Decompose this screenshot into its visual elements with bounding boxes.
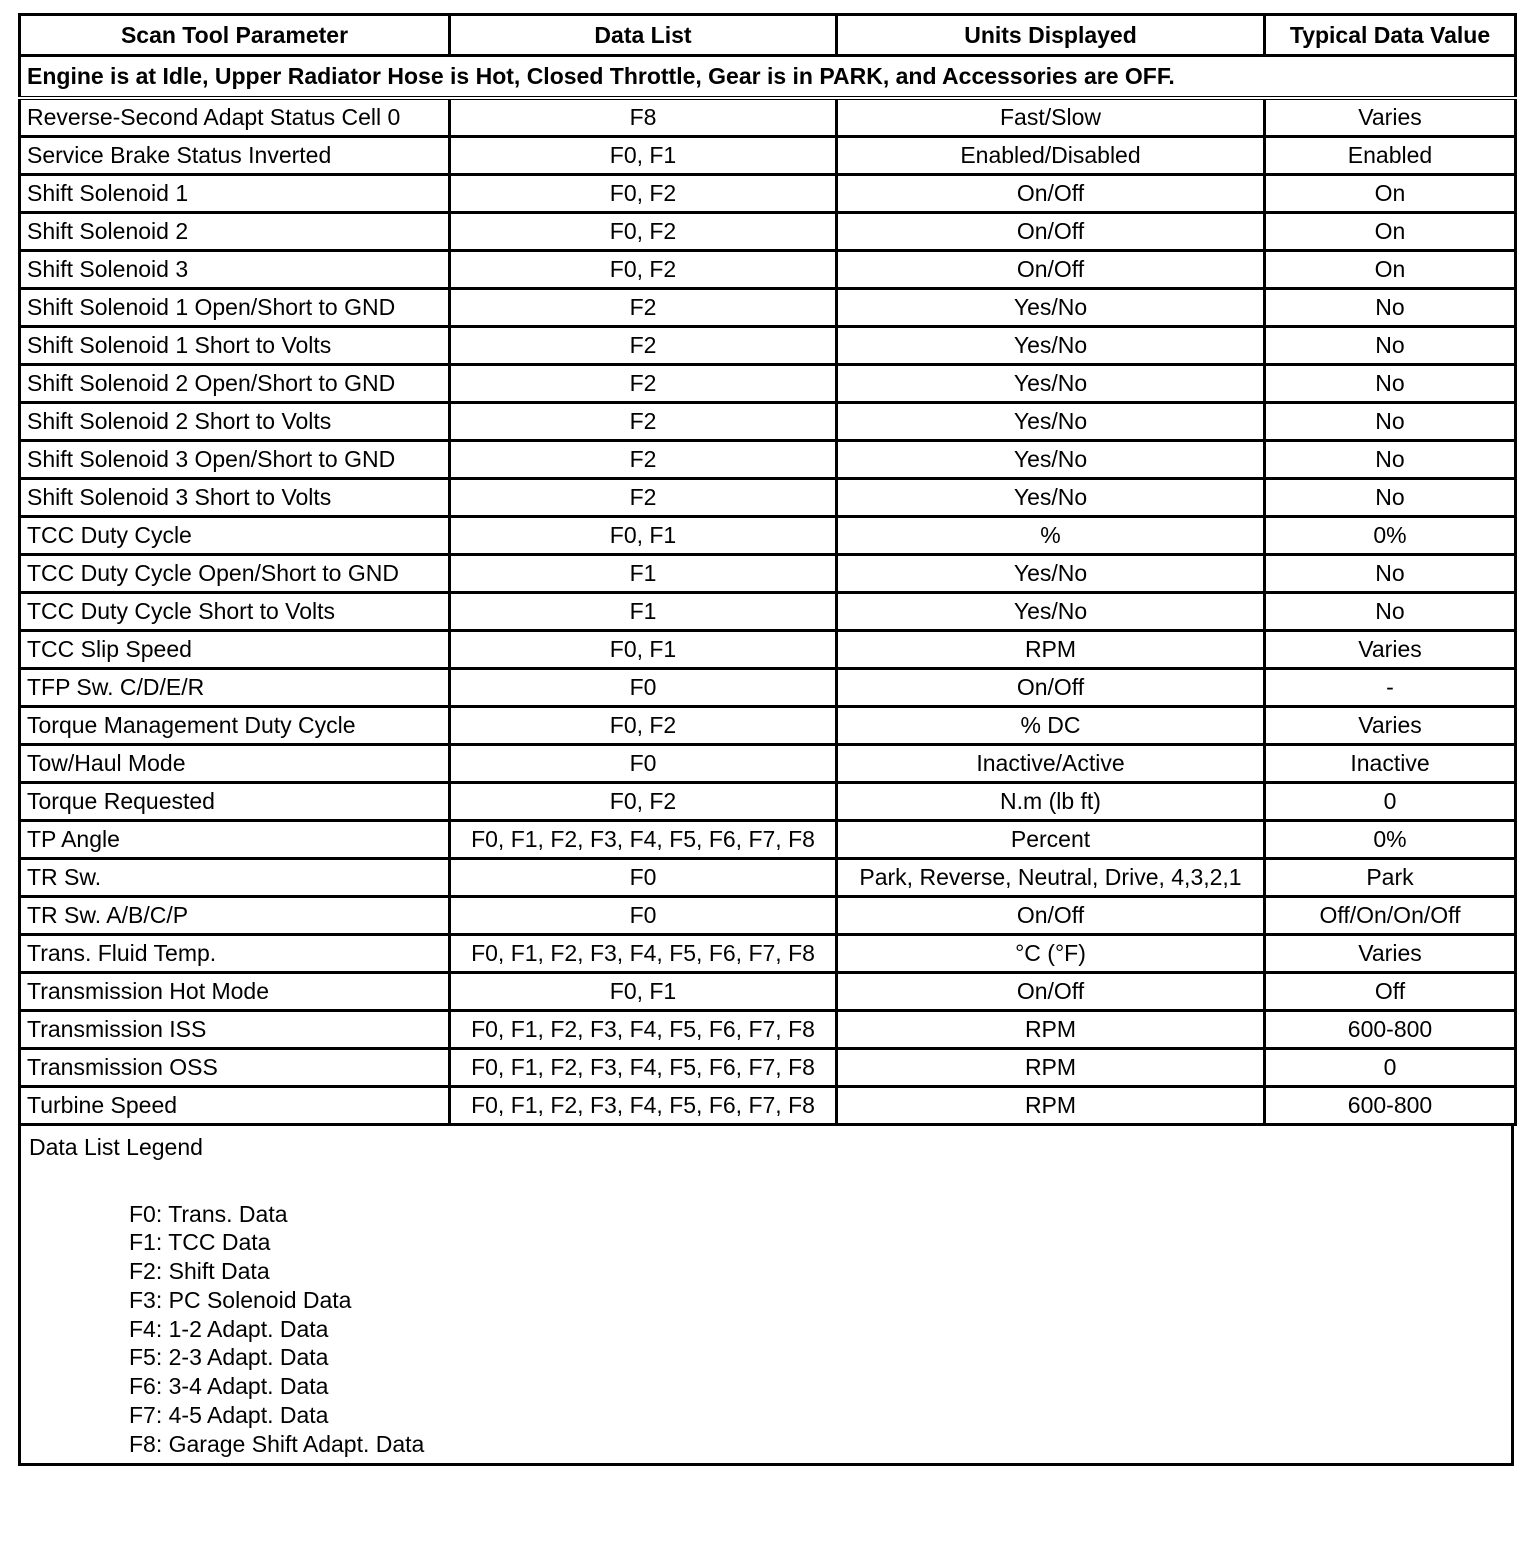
- units-cell: Yes/No: [837, 326, 1265, 364]
- data-list-cell: F0: [450, 896, 837, 934]
- units-cell: On/Off: [837, 250, 1265, 288]
- param-cell: Transmission ISS: [20, 1010, 450, 1048]
- data-list-cell: F8: [450, 98, 837, 137]
- param-cell: Turbine Speed: [20, 1086, 450, 1124]
- units-cell: Percent: [837, 820, 1265, 858]
- table-row: [20, 668, 1516, 706]
- typical-value-cell: No: [1265, 554, 1516, 592]
- table-row: [20, 136, 1516, 174]
- scan-tool-data-sheet: [18, 13, 1514, 1466]
- data-list-cell: F0, F2: [450, 706, 837, 744]
- units-cell: Yes/No: [837, 402, 1265, 440]
- header-typical-data-value: Typical Data Value: [1265, 15, 1516, 56]
- param-cell: Tow/Haul Mode: [20, 744, 450, 782]
- legend-item: F4: 1-2 Adapt. Data: [129, 1315, 329, 1342]
- param-cell: Shift Solenoid 2 Open/Short to GND: [20, 364, 450, 402]
- typical-value-cell: No: [1265, 402, 1516, 440]
- typical-value-cell: Park: [1265, 858, 1516, 896]
- units-cell: RPM: [837, 1086, 1265, 1124]
- param-cell: Service Brake Status Inverted: [20, 136, 450, 174]
- typical-value-cell: -: [1265, 668, 1516, 706]
- data-list-cell: F2: [450, 326, 837, 364]
- units-cell: On/Off: [837, 668, 1265, 706]
- test-condition-row: [20, 56, 1516, 98]
- param-cell: Shift Solenoid 1 Open/Short to GND: [20, 288, 450, 326]
- typical-value-cell: 0%: [1265, 516, 1516, 554]
- data-list-cell: F0: [450, 744, 837, 782]
- data-list-cell: F0, F1: [450, 516, 837, 554]
- typical-value-cell: No: [1265, 592, 1516, 630]
- param-cell: TP Angle: [20, 820, 450, 858]
- legend-item: F3: PC Solenoid Data: [129, 1286, 352, 1313]
- typical-value-cell: Off/On/On/Off: [1265, 896, 1516, 934]
- table-row: [20, 98, 1516, 137]
- table-row: [20, 630, 1516, 668]
- param-cell: Reverse-Second Adapt Status Cell 0: [20, 98, 450, 137]
- legend-item: F7: 4-5 Adapt. Data: [129, 1402, 329, 1429]
- param-cell: TR Sw.: [20, 858, 450, 896]
- table-row: [20, 1010, 1516, 1048]
- data-list-cell: F0, F1, F2, F3, F4, F5, F6, F7, F8: [450, 1086, 837, 1124]
- units-cell: On/Off: [837, 212, 1265, 250]
- typical-value-cell: Off: [1265, 972, 1516, 1010]
- data-list-cell: F2: [450, 288, 837, 326]
- typical-value-cell: On: [1265, 250, 1516, 288]
- data-list-cell: F0, F1: [450, 630, 837, 668]
- header-data-list: Data List: [450, 15, 837, 56]
- units-cell: Park, Reverse, Neutral, Drive, 4,3,2,1: [837, 858, 1265, 896]
- units-cell: N.m (lb ft): [837, 782, 1265, 820]
- units-cell: RPM: [837, 630, 1265, 668]
- units-cell: On/Off: [837, 896, 1265, 934]
- param-cell: Torque Requested: [20, 782, 450, 820]
- typical-value-cell: Varies: [1265, 630, 1516, 668]
- typical-value-cell: Enabled: [1265, 136, 1516, 174]
- units-cell: Yes/No: [837, 554, 1265, 592]
- units-cell: On/Off: [837, 174, 1265, 212]
- data-list-cell: F0, F1: [450, 136, 837, 174]
- test-condition-text: Engine is at Idle, Upper Radiator Hose is Hot, Closed Throttle, Gear is in PARK, and Accessories are OFF.: [20, 56, 1516, 98]
- units-cell: Inactive/Active: [837, 744, 1265, 782]
- param-cell: Shift Solenoid 2: [20, 212, 450, 250]
- units-cell: °C (°F): [837, 934, 1265, 972]
- legend-list: [129, 1200, 1503, 1459]
- table-row: [20, 1086, 1516, 1124]
- data-list-cell: F0, F1, F2, F3, F4, F5, F6, F7, F8: [450, 934, 837, 972]
- param-cell: TCC Duty Cycle Short to Volts: [20, 592, 450, 630]
- data-list-cell: F0, F1, F2, F3, F4, F5, F6, F7, F8: [450, 1010, 837, 1048]
- param-cell: Torque Management Duty Cycle: [20, 706, 450, 744]
- table-row: [20, 250, 1516, 288]
- typical-value-cell: Varies: [1265, 98, 1516, 137]
- data-list-cell: F1: [450, 592, 837, 630]
- table-row: [20, 288, 1516, 326]
- legend-item: F2: Shift Data: [129, 1258, 270, 1285]
- table-row: [20, 744, 1516, 782]
- data-list-cell: F0, F2: [450, 174, 837, 212]
- param-cell: Transmission Hot Mode: [20, 972, 450, 1010]
- data-list-cell: F0: [450, 858, 837, 896]
- units-cell: RPM: [837, 1010, 1265, 1048]
- typical-value-cell: No: [1265, 326, 1516, 364]
- typical-value-cell: Varies: [1265, 934, 1516, 972]
- table-row: [20, 478, 1516, 516]
- typical-value-cell: Varies: [1265, 706, 1516, 744]
- units-cell: Yes/No: [837, 364, 1265, 402]
- units-cell: %: [837, 516, 1265, 554]
- typical-value-cell: No: [1265, 288, 1516, 326]
- table-row: [20, 554, 1516, 592]
- legend-item: F0: Trans. Data: [129, 1200, 288, 1227]
- units-cell: Yes/No: [837, 288, 1265, 326]
- typical-value-cell: No: [1265, 440, 1516, 478]
- table-row: [20, 896, 1516, 934]
- table-row: [20, 440, 1516, 478]
- units-cell: Yes/No: [837, 592, 1265, 630]
- param-cell: Shift Solenoid 2 Short to Volts: [20, 402, 450, 440]
- typical-value-cell: No: [1265, 478, 1516, 516]
- table-row: [20, 858, 1516, 896]
- param-cell: Shift Solenoid 3 Open/Short to GND: [20, 440, 450, 478]
- table-row: [20, 592, 1516, 630]
- param-cell: TCC Duty Cycle Open/Short to GND: [20, 554, 450, 592]
- data-list-cell: F2: [450, 402, 837, 440]
- units-cell: Yes/No: [837, 440, 1265, 478]
- legend-item: F1: TCC Data: [129, 1229, 271, 1256]
- table-row: [20, 934, 1516, 972]
- typical-value-cell: 600-800: [1265, 1010, 1516, 1048]
- table-row: [20, 402, 1516, 440]
- table-row: [20, 782, 1516, 820]
- data-list-legend: [18, 1126, 1514, 1466]
- data-list-cell: F1: [450, 554, 837, 592]
- data-list-cell: F0: [450, 668, 837, 706]
- table-header-row: [20, 15, 1516, 56]
- param-cell: Transmission OSS: [20, 1048, 450, 1086]
- param-cell: Shift Solenoid 1 Short to Volts: [20, 326, 450, 364]
- param-cell: Trans. Fluid Temp.: [20, 934, 450, 972]
- units-cell: RPM: [837, 1048, 1265, 1086]
- table-row: [20, 706, 1516, 744]
- table-row: [20, 820, 1516, 858]
- param-cell: TFP Sw. C/D/E/R: [20, 668, 450, 706]
- table-row: [20, 212, 1516, 250]
- data-list-cell: F0, F2: [450, 212, 837, 250]
- typical-value-cell: 0%: [1265, 820, 1516, 858]
- units-cell: On/Off: [837, 972, 1265, 1010]
- param-cell: Shift Solenoid 3 Short to Volts: [20, 478, 450, 516]
- header-units-displayed: Units Displayed: [837, 15, 1265, 56]
- param-cell: TCC Slip Speed: [20, 630, 450, 668]
- data-list-cell: F0, F1: [450, 972, 837, 1010]
- param-cell: TCC Duty Cycle: [20, 516, 450, 554]
- units-cell: Fast/Slow: [837, 98, 1265, 137]
- legend-item: F5: 2-3 Adapt. Data: [129, 1344, 329, 1371]
- legend-title: Data List Legend: [29, 1133, 203, 1160]
- data-list-cell: F0, F2: [450, 782, 837, 820]
- table-row: [20, 364, 1516, 402]
- table-row: [20, 516, 1516, 554]
- data-list-cell: F0, F1, F2, F3, F4, F5, F6, F7, F8: [450, 1048, 837, 1086]
- units-cell: % DC: [837, 706, 1265, 744]
- data-list-cell: F2: [450, 364, 837, 402]
- typical-value-cell: On: [1265, 212, 1516, 250]
- typical-value-cell: On: [1265, 174, 1516, 212]
- scan-tool-data-table: [18, 13, 1517, 1126]
- header-scan-tool-parameter: Scan Tool Parameter: [20, 15, 450, 56]
- table-row: [20, 174, 1516, 212]
- legend-item: F6: 3-4 Adapt. Data: [129, 1373, 329, 1400]
- table-row: [20, 1048, 1516, 1086]
- units-cell: Yes/No: [837, 478, 1265, 516]
- typical-value-cell: 0: [1265, 1048, 1516, 1086]
- data-list-cell: F0, F2: [450, 250, 837, 288]
- table-row: [20, 326, 1516, 364]
- typical-value-cell: No: [1265, 364, 1516, 402]
- typical-value-cell: 600-800: [1265, 1086, 1516, 1124]
- param-cell: Shift Solenoid 3: [20, 250, 450, 288]
- table-row: [20, 972, 1516, 1010]
- typical-value-cell: 0: [1265, 782, 1516, 820]
- units-cell: Enabled/Disabled: [837, 136, 1265, 174]
- data-list-cell: F2: [450, 440, 837, 478]
- param-cell: TR Sw. A/B/C/P: [20, 896, 450, 934]
- legend-item: F8: Garage Shift Adapt. Data: [129, 1430, 425, 1457]
- data-list-cell: F2: [450, 478, 837, 516]
- typical-value-cell: Inactive: [1265, 744, 1516, 782]
- data-list-cell: F0, F1, F2, F3, F4, F5, F6, F7, F8: [450, 820, 837, 858]
- param-cell: Shift Solenoid 1: [20, 174, 450, 212]
